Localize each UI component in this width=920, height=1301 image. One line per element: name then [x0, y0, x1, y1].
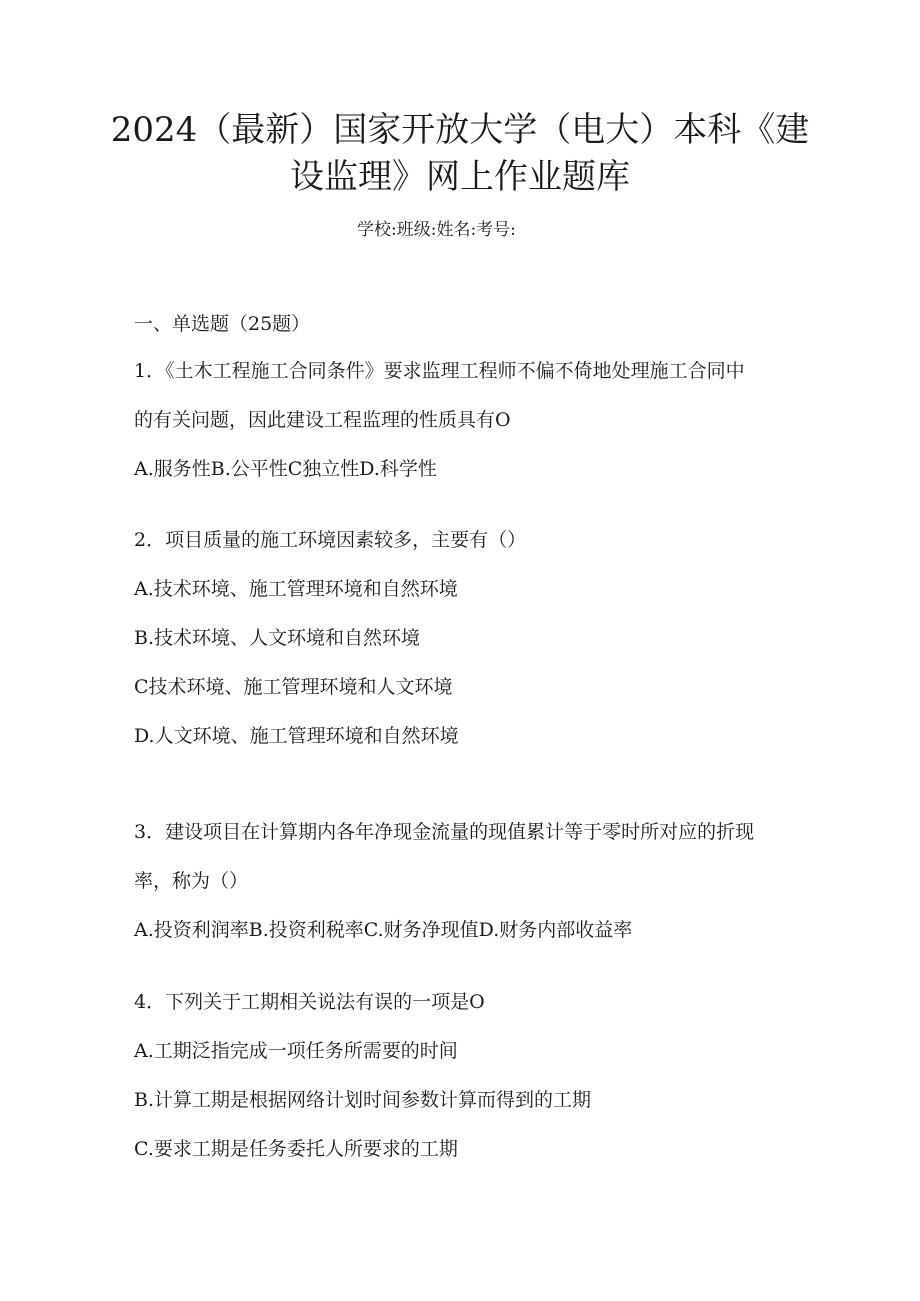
question-1-stem-line-1: 1．《土木工程施工合同条件》要求监理工程师不偏不倚地处理施工合同中: [134, 360, 745, 382]
question-2-option-d: D.人文环境、施工管理环境和自然环境: [134, 725, 459, 747]
question-2-option-c: C技术环境、施工管理环境和人文环境: [134, 676, 453, 698]
question-1-options: A.服务性B.公平性C独立性D.科学性: [134, 458, 437, 480]
section-heading: 一、单选题（25题）: [134, 313, 311, 335]
question-3-options: A.投资利润率B.投资利税率C.财务净现值D.财务内部收益率: [134, 919, 633, 941]
student-info-line: 学校:班级:姓名:考号:: [357, 220, 516, 240]
question-2-option-b: B.技术环境、人文环境和自然环境: [134, 627, 421, 649]
question-1-stem-line-2: 的有关问题，因此建设工程监理的性质具有O: [134, 409, 511, 431]
question-3-stem-line-2: 率，称为（）: [134, 870, 249, 892]
question-4-option-b: B.计算工期是根据网络计划时间参数计算而得到的工期: [134, 1089, 592, 1111]
question-4-option-c: C.要求工期是任务委托人所要求的工期: [134, 1138, 458, 1160]
question-4-stem: 4．下列关于工期相关说法有误的一项是O: [134, 991, 485, 1013]
document-title-line-1: 2024（最新）国家开放大学（电大）本科《建: [110, 110, 810, 150]
question-4-option-a: A.工期泛指完成一项任务所需要的时间: [134, 1040, 458, 1062]
document-title-line-2: 设监理》网上作业题库: [290, 157, 630, 197]
question-2-option-a: A.技术环境、施工管理环境和自然环境: [134, 578, 458, 600]
question-3-stem-line-1: 3．建设项目在计算期内各年净现金流量的现值累计等于零时所对应的折现: [134, 821, 755, 843]
question-2-stem: 2．项目质量的施工环境因素较多，主要有（）: [134, 529, 527, 551]
